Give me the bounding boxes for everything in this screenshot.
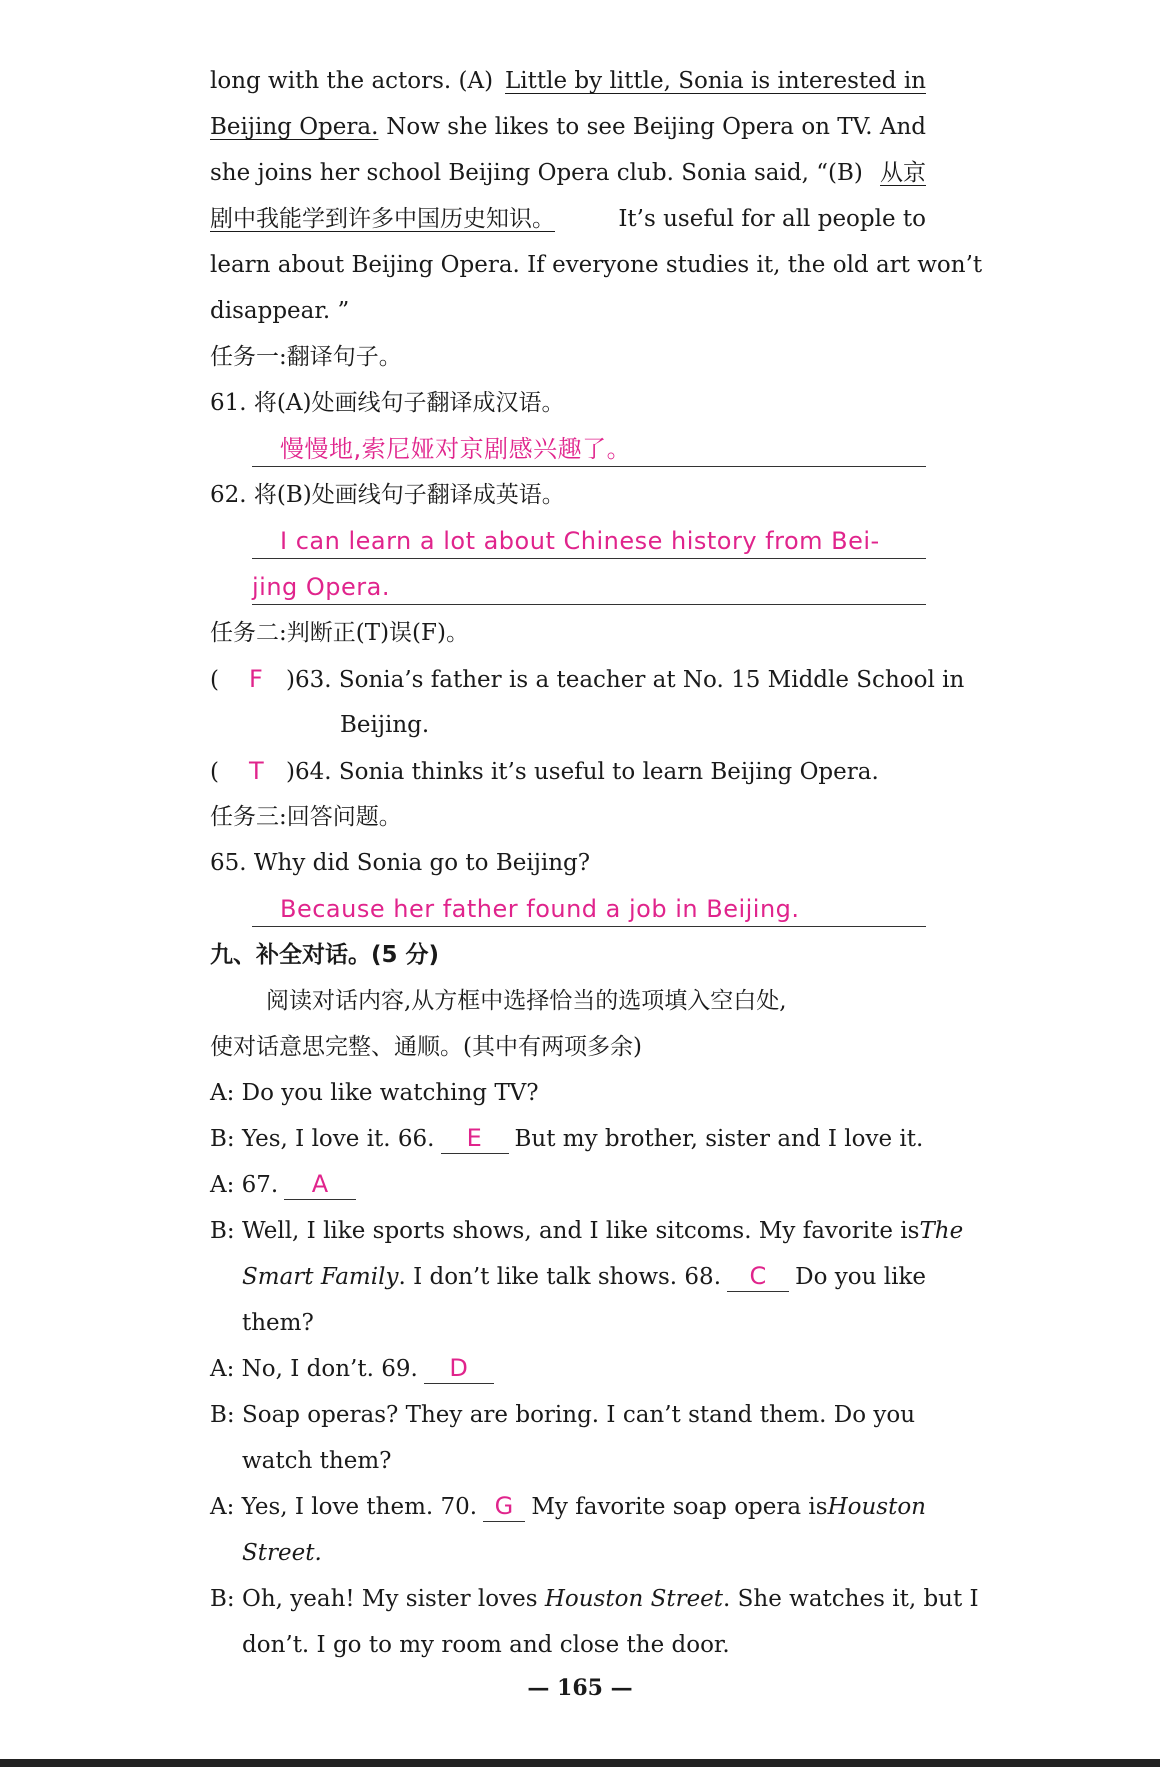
question-63: ( F )63. Sonia’s father is a teacher at No. 15 Middle School in	[210, 665, 965, 693]
section9-instruction-2: 使对话意思完整、通顺。(其中有两项多余)	[210, 1034, 642, 1060]
dialogue-text: . She watches it, but I	[723, 1586, 979, 1612]
answer-64: T	[248, 757, 265, 785]
underlined-sentence-a: Little by little, Sonia is interested in	[505, 68, 926, 94]
answer-67: A	[284, 1171, 356, 1200]
answer-62-line1: I can learn a lot about Chinese history from Bei-	[280, 527, 880, 555]
dialogue-text: B: Yes, I love it. 66.	[210, 1126, 435, 1152]
dialogue-line-10	[210, 1492, 926, 1522]
answer-65: Because her father found a job in Beijing.	[280, 895, 800, 923]
underlined-sentence-b-end: 剧中我能学到许多中国历史知识。	[210, 206, 555, 232]
task1-heading: 任务一:翻译句子。	[210, 344, 402, 370]
dialogue-line-11	[242, 1538, 958, 1568]
page-number: — 165 —	[527, 1675, 633, 1701]
underlined-sentence-b: 从京	[880, 160, 926, 186]
dialogue-text: B: Well, I like sports shows, and I like sitcoms. My favorite is	[210, 1218, 920, 1244]
question-64: ( T )64. Sonia thinks it’s useful to learn Beijing Opera.	[210, 757, 879, 785]
dialogue-text: A: Yes, I love them. 70.	[210, 1494, 478, 1520]
answer-61: 慢慢地,索尼娅对京剧感兴趣了。	[280, 435, 632, 463]
dialogue-text: My favorite soap opera is	[531, 1494, 828, 1520]
dialogue-line-1: A: Do you like watching TV?	[210, 1080, 539, 1106]
dialogue-text: A: 67.	[210, 1172, 279, 1198]
answer-66: E	[441, 1125, 509, 1154]
passage-text: Now she likes to see Beijing Opera on TV. And	[386, 114, 926, 140]
show-title: Smart Family	[242, 1264, 399, 1290]
answer-line-65	[252, 926, 926, 927]
answer-line-62b	[252, 604, 926, 605]
dialogue-line-5	[242, 1262, 926, 1292]
underlined-sentence-a-end: Beijing Opera.	[210, 114, 379, 140]
answer-line-61	[252, 466, 926, 467]
answer-62-line2: jing Opera.	[252, 573, 391, 601]
bottom-edge-bar	[0, 1759, 1160, 1767]
question-64-text: )64. Sonia thinks it’s useful to learn Beijing Opera.	[286, 759, 879, 785]
dialogue-text: B: Oh, yeah! My sister loves	[210, 1586, 538, 1612]
question-63-cont: Beijing.	[340, 712, 430, 738]
dialogue-line-12	[210, 1584, 979, 1614]
answer-line-62a	[252, 558, 926, 559]
passage-line-4	[210, 204, 926, 234]
show-title: Houston Street	[544, 1586, 724, 1612]
dialogue-line-3	[210, 1170, 926, 1200]
section9-instruction-1: 阅读对话内容,从方框中选择恰当的选项填入空白处,	[266, 988, 787, 1014]
dialogue-line-13: don’t. I go to my room and close the door.	[242, 1632, 730, 1658]
dialogue-text: But my brother, sister and I love it.	[514, 1126, 924, 1152]
question-65: 65. Why did Sonia go to Beijing?	[210, 850, 591, 876]
passage-line-1	[210, 66, 926, 96]
passage-text: she joins her school Beijing Opera club. Sonia said, “(B)	[210, 160, 863, 186]
question-62: 62. 将(B)处画线句子翻译成英语。	[210, 482, 565, 508]
task3-heading: 任务三:回答问题。	[210, 804, 402, 830]
show-title: The	[919, 1218, 964, 1244]
dialogue-line-8: B: Soap operas? They are boring. I can’t stand them. Do you	[210, 1402, 916, 1428]
answer-69: D	[424, 1355, 494, 1384]
task2-heading: 任务二:判断正(T)误(F)。	[210, 620, 469, 646]
dialogue-line-2	[210, 1124, 926, 1154]
show-title: Houston	[827, 1494, 926, 1520]
dialogue-text: . I don’t like talk shows. 68.	[398, 1264, 722, 1290]
question-61: 61. 将(A)处画线句子翻译成汉语。	[210, 390, 565, 416]
dialogue-line-7	[210, 1354, 926, 1384]
answer-63: F	[248, 665, 264, 693]
dialogue-text: Do you like	[795, 1264, 926, 1290]
section9-heading: 九、补全对话。(5 分)	[210, 942, 440, 968]
answer-70: G	[483, 1493, 525, 1522]
show-title: Street.	[242, 1540, 322, 1566]
dialogue-line-9: watch them?	[242, 1448, 392, 1474]
dialogue-text: A: No, I don’t. 69.	[210, 1356, 418, 1382]
passage-line-3	[210, 158, 926, 188]
passage-text: It’s useful for all people to	[618, 206, 926, 232]
passage-line-6: disappear. ”	[210, 298, 350, 324]
dialogue-line-6: them?	[242, 1310, 314, 1336]
passage-text: long with the actors. (A)	[210, 68, 494, 94]
dialogue-line-4	[210, 1216, 964, 1246]
passage-line-5: learn about Beijing Opera. If everyone studies it, the old art won’t	[210, 252, 983, 278]
passage-line-2	[210, 112, 926, 142]
answer-68: C	[727, 1263, 789, 1292]
question-63-text: )63. Sonia’s father is a teacher at No. 15 Middle School in	[286, 667, 965, 693]
